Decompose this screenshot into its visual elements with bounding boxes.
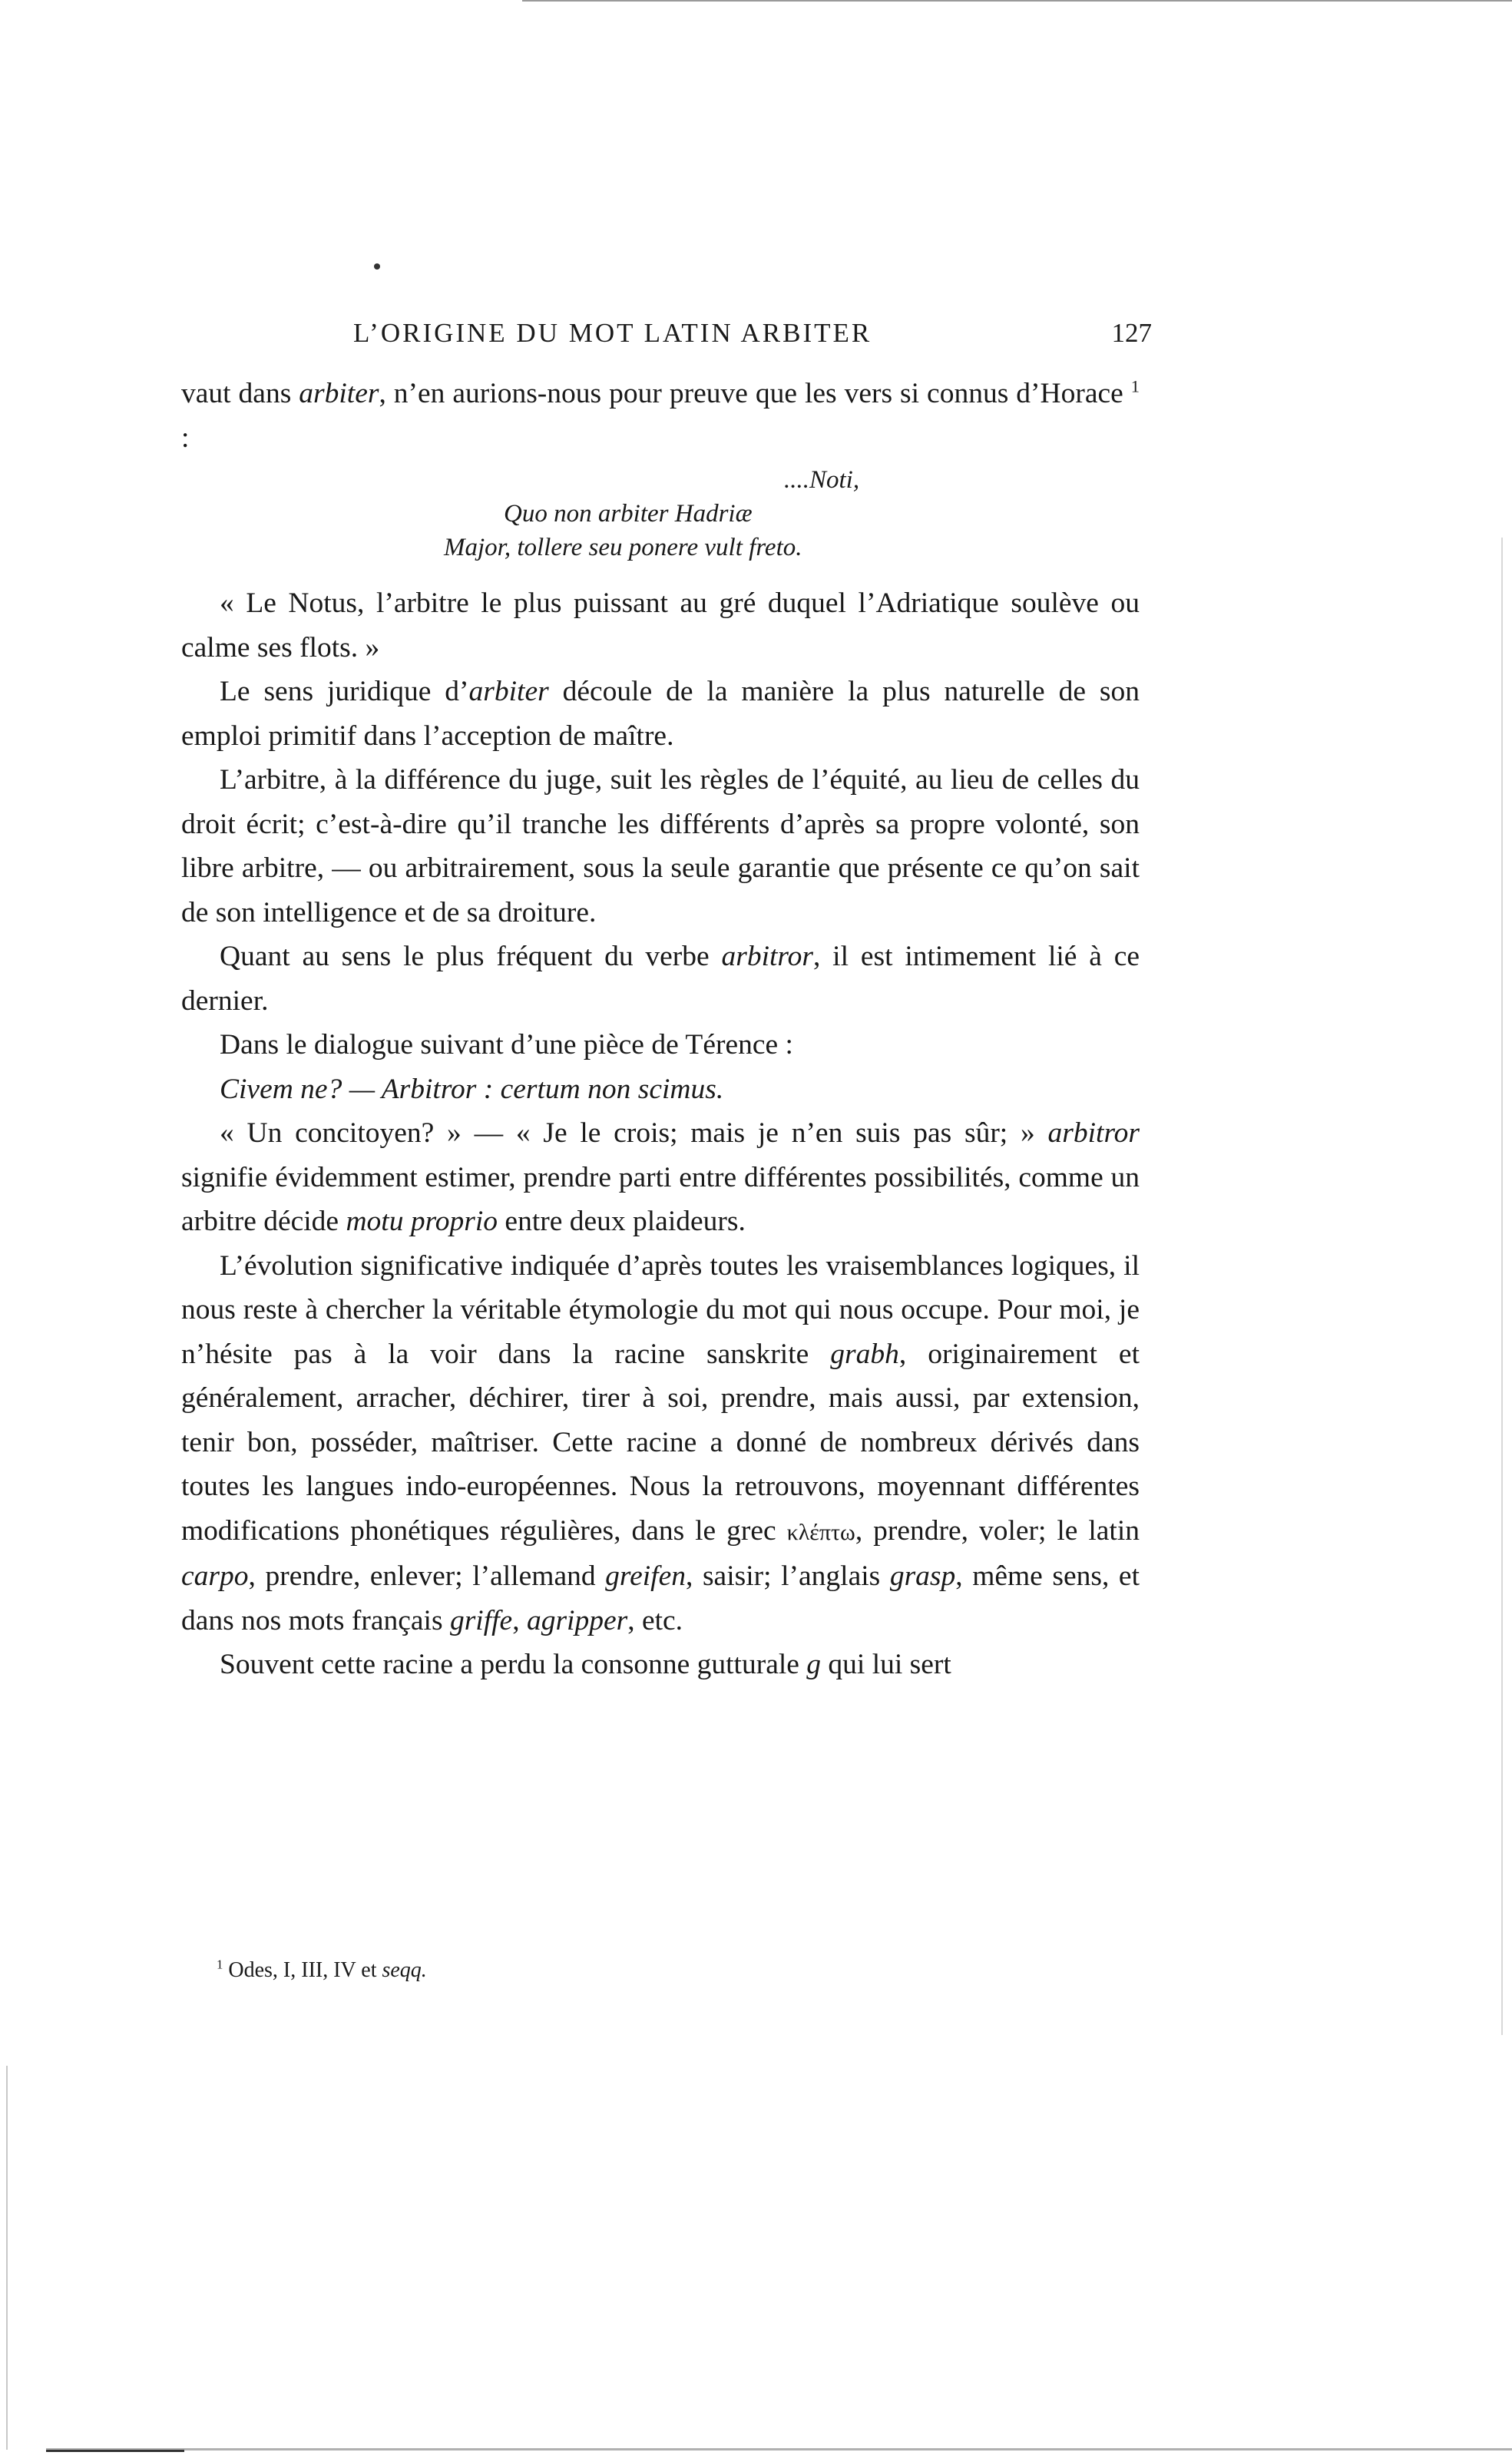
text-run: entre deux plaideurs. <box>498 1206 746 1237</box>
text-run: , <box>512 1604 527 1636</box>
text-run: : <box>181 422 190 454</box>
footnote-marker: 1 <box>217 1957 223 1972</box>
text-run: , même sens, et dans nos mots français <box>181 1560 1140 1636</box>
italic-quote: Civem ne? — Arbitror : certum non scimus. <box>220 1073 724 1105</box>
verse-line: Quo non arbiter Hadriæ <box>504 500 753 528</box>
text-run: , etc. <box>627 1604 683 1636</box>
left-edge-mark <box>6 2066 8 2450</box>
text-run: , prendre, voler; le latin <box>855 1514 1140 1547</box>
paragraph <box>181 935 1140 1023</box>
italic-term: griffe <box>449 1604 513 1636</box>
page-header <box>353 318 1152 356</box>
running-title: L’ORIGINE DU MOT LATIN ARBITER <box>353 318 872 348</box>
paragraph <box>181 1643 1140 1687</box>
text-run: vaut dans <box>181 378 299 409</box>
page-body <box>181 372 1140 1687</box>
italic-term: grabh <box>830 1338 899 1370</box>
text-run: Le sens juridique <box>220 676 445 707</box>
footnote-marker: 1 <box>1130 376 1140 396</box>
paragraph <box>181 670 1140 758</box>
text-run: , prendre, enlever; l’allemand <box>248 1560 606 1592</box>
greek-term: κλέπτω <box>786 1519 855 1545</box>
verse-line: ....Noti, <box>784 466 860 494</box>
text-run: « Un concitoyen? » — « Je le crois; mais je n’en suis pas sûr; » <box>220 1117 1048 1149</box>
verse-line: Major, tollere seu ponere vult freto. <box>444 534 802 561</box>
ink-dot <box>374 263 380 270</box>
page-number: 127 <box>1111 318 1152 348</box>
footnote-text: Odes, I, III, IV et <box>223 1958 382 1982</box>
text-run: , originairement et généralement, arracher, déchirer, tirer à soi, prendre, mais aussi, par extension, tenir bon, posséder, maîtriser. Cette racine a donné de nombreux dérivés dans toutes les langues indo-européennes. Nous la retrouvons, moyennant différentes modifications phonétiques régulières, dans le grec <box>181 1338 1140 1547</box>
italic-term: arbitror <box>721 941 813 972</box>
text-run: Quant au sens le plus fréquent du verbe <box>220 941 722 972</box>
paragraph: Dans le dialogue suivant d’une pièce de Térence : <box>220 1029 793 1061</box>
footnote-italic: seqq. <box>382 1958 427 1982</box>
paragraph <box>181 1244 1140 1643</box>
bottom-rule <box>46 2448 1512 2450</box>
verse-quote <box>181 463 1140 564</box>
italic-term: arbiter <box>299 378 379 409</box>
text-run: découle de la manière la plus naturelle de son emploi primitif dans l’acception de maître. <box>181 676 1140 752</box>
latin-quote <box>181 1067 1140 1112</box>
footnote <box>217 1958 427 1983</box>
italic-term: motu proprio <box>346 1206 498 1237</box>
text-run: , n’en aurions-nous pour preuve que les vers si connus d’Horace <box>379 378 1131 409</box>
italic-term: agripper <box>526 1604 628 1636</box>
italic-term: greifen <box>605 1560 686 1592</box>
italic-term: arbiter <box>468 676 549 707</box>
text-run: signifie évidemment estimer, prendre parti entre différentes possibilités, comme un arbitre décide <box>181 1161 1140 1237</box>
bottom-rule-dark <box>46 2450 184 2452</box>
paragraph: L’arbitre, à la différence du juge, suit les règles de l’équité, au lieu de celles du droit écrit; c’est-à-dire qu’il tranche les différents d’après sa propre volonté, son libre arbitre, — ou arbitrairement, sous la seule garantie que présente ce qu’on sait de son intelligence et de sa droiture. <box>181 764 1140 928</box>
italic-term: arbitror <box>1047 1117 1140 1149</box>
paragraph <box>181 372 1140 460</box>
paragraph: « Le Notus, l’arbitre le plus puissant au gré duquel l’Adriatique soulève ou calme ses flots. » <box>181 587 1140 663</box>
italic-term: grasp <box>889 1560 956 1592</box>
text-run: Souvent cette racine a perdu la consonne gutturale <box>220 1649 807 1680</box>
italic-term: g <box>806 1649 822 1680</box>
paragraph <box>181 1111 1140 1244</box>
right-edge-mark <box>1501 538 1503 2035</box>
top-rule <box>522 0 1512 2</box>
text-run: , il est intimement lié à ce dernier. <box>181 941 1140 1017</box>
italic-term: carpo <box>181 1560 249 1592</box>
text-run: L’évolution significative indiquée d’après toutes les vraisemblances logiques, il nous reste à chercher la véritable étymologie du mot qui nous occupe. Pour moi, je n’hésite pas à la voir dans la racine sanskrite <box>181 1249 1140 1370</box>
text-run: d’ <box>445 676 469 707</box>
text-run: qui lui sert <box>821 1649 951 1680</box>
text-run: , saisir; l’anglais <box>686 1560 890 1592</box>
